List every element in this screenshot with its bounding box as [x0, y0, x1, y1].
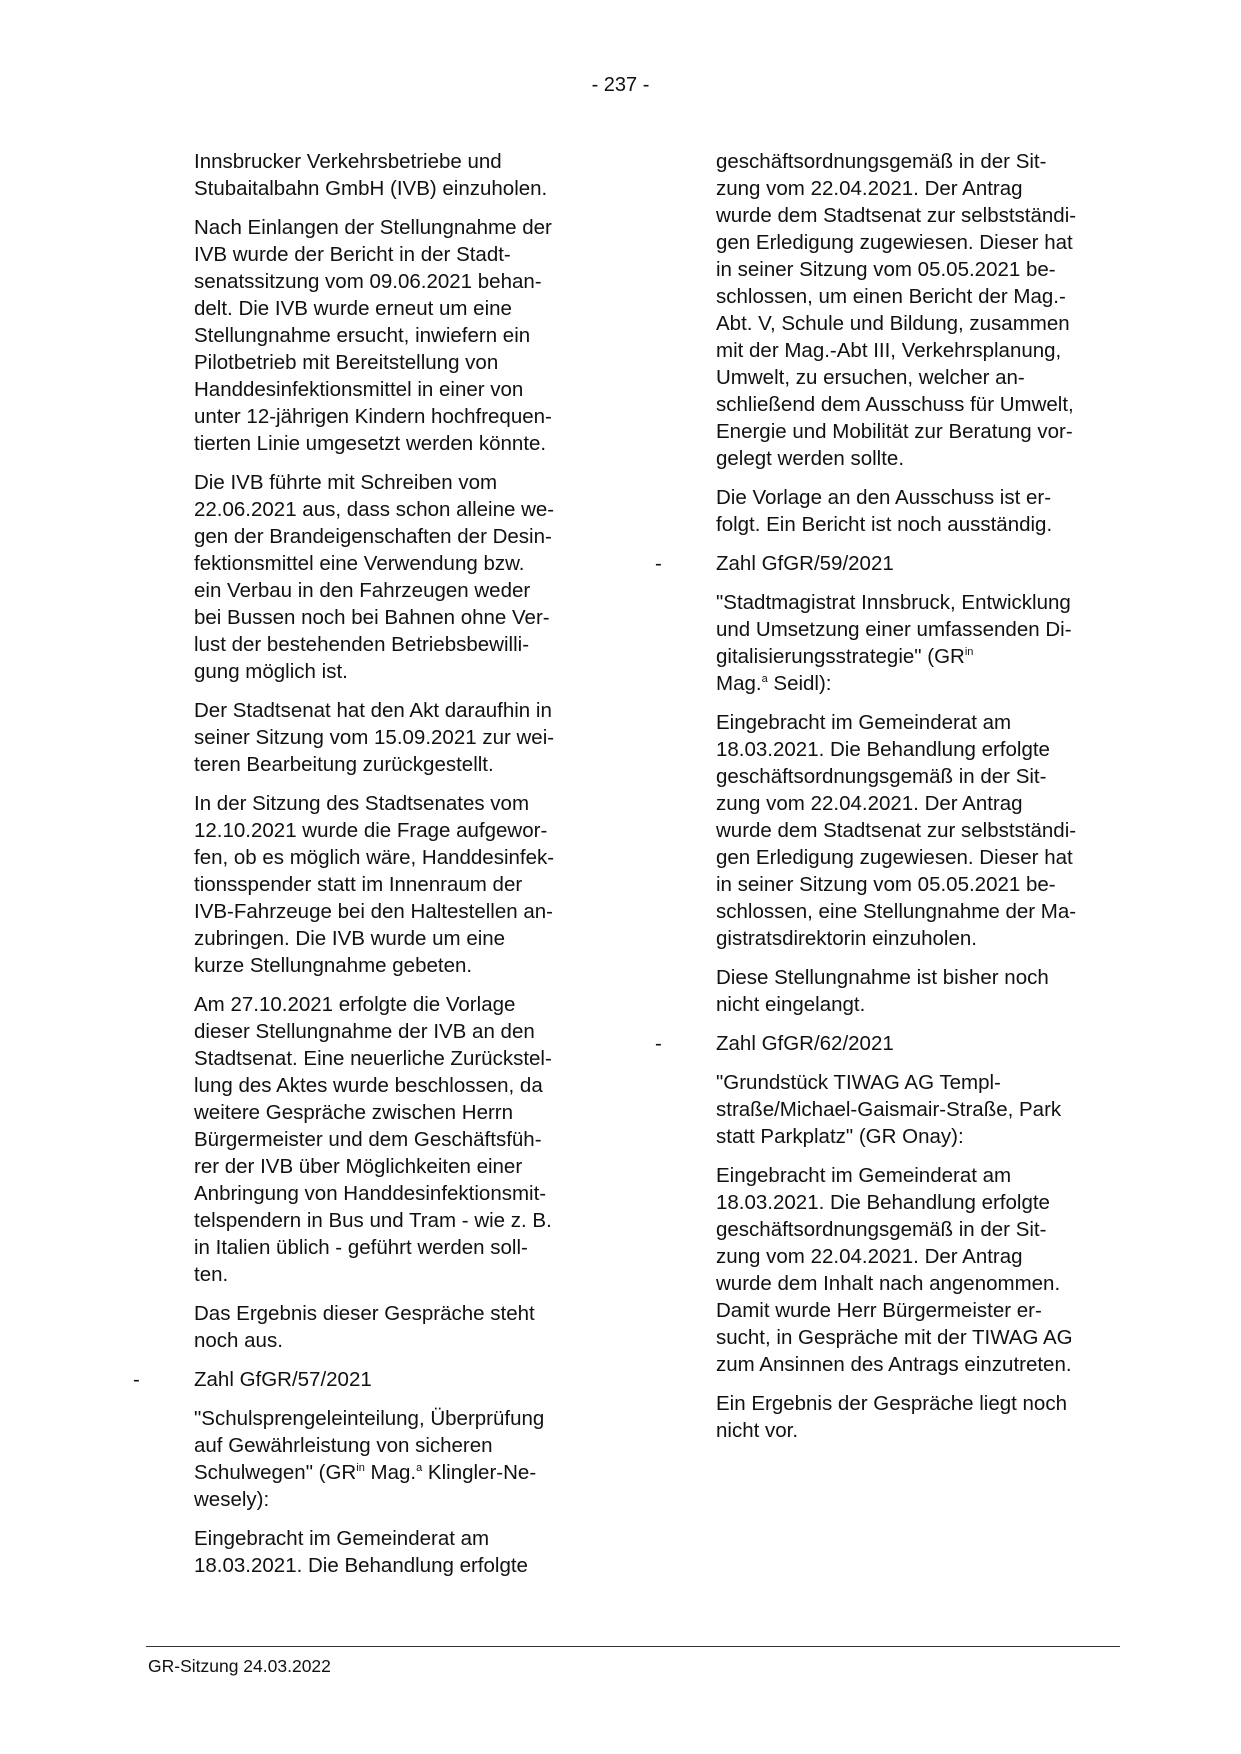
motion-title-text: Mag. — [716, 672, 762, 695]
superscript: in — [964, 646, 974, 659]
agenda-item-label — [655, 550, 1136, 577]
motion-title-text: "Stadtmagistrat Innsbruck, Entwicklung und Umsetzung einer umfassenden Di- gitalisierungsstrategie" (GR — [716, 591, 1072, 668]
motion-title — [716, 589, 1136, 697]
agenda-item-label — [133, 1366, 614, 1393]
superscript: a — [416, 1462, 423, 1475]
footer-session-date: GR-Sitzung 24.03.2022 — [148, 1656, 331, 1676]
item-number: Zahl GfGR/59/2021 — [716, 552, 894, 575]
superscript: a — [761, 673, 768, 686]
motion-title — [194, 1405, 614, 1513]
paragraph: Eingebracht im Gemeinderat am 18.03.2021. Die Behandlung erfolgte — [194, 1527, 528, 1577]
paragraph: Am 27.10.2021 erfolgte die Vorlage dieser Stellungnahme der IVB an den Stadtsenat. Eine neuerliche Zurückstel- lung des Aktes wurde beschlossen, da weitere Gespräche zwischen Herrn Bürgermeister und dem Geschäftsfüh- rer der IVB über Möglichkeiten einer Anbringung von Handdesinfektionsmit- telspendern in Bus und Tram - wie z. B. in Italien üblich - geführt werden soll- ten. — [194, 993, 552, 1286]
paragraph: Der Stadtsenat hat den Akt daraufhin in seiner Sitzung vom 15.09.2021 zur wei- teren Bearbeitung zurückgestellt. — [194, 699, 555, 776]
page-number: - 237 - — [591, 74, 650, 96]
list-dash: - — [655, 1032, 662, 1055]
paragraph: Ein Ergebnis der Gespräche liegt noch nicht vor. — [716, 1392, 1067, 1442]
right-column — [655, 148, 1136, 1456]
paragraph: Nach Einlangen der Stellungnahme der IVB wurde der Bericht in der Stadt- senatssitzung vom 09.06.2021 behan- delt. Die IVB wurde erneut um eine Stellungnahme ersucht, inwiefern ein Pilotbetrieb mit Bereitstellung von Handdesinfektionsmittel in einer von unter 12-jährigen Kindern hochfrequen- tierten Linie umgesetzt werden könnte. — [194, 216, 552, 455]
motion-title-text: Mag. — [364, 1461, 417, 1484]
item-number: Zahl GfGR/62/2021 — [716, 1032, 894, 1055]
agenda-item-label — [655, 1030, 1136, 1057]
paragraph: geschäftsordnungsgemäß in der Sit- zung vom 22.04.2021. Der Antrag wurde dem Stadtsenat zur selbstständi- gen Erledigung zugewiesen. Dieser hat in seiner Sitzung vom 05.05.2021 be- schlossen, um einen Bericht der Mag.- Abt. V, Schule und Bildung, zusammen mit der Mag.-Abt III, Verkehrsplanung, Umwelt, zu ersuchen, welcher an- schließend dem Ausschuss für Umwelt, Energie und Mobilität zur Beratung vor- gelegt werden sollte. — [716, 150, 1077, 470]
paragraph: In der Sitzung des Stadtsenates vom 12.10.2021 wurde die Frage aufgewor- fen, ob es möglich wäre, Handdesinfek- tionsspender statt im Innenraum der IVB-Fahrzeuge bei den Haltestellen an- zubringen. Die IVB wurde um eine kurze Stellungnahme gebeten. — [194, 792, 555, 977]
motion-title-text: "Schulsprengeleinteilung, Überprüfung auf Gewährleistung von sicheren Schulwegen" (GR — [194, 1407, 545, 1484]
paragraph: Das Ergebnis dieser Gespräche steht noch aus. — [194, 1302, 535, 1352]
paragraph: Eingebracht im Gemeinderat am 18.03.2021. Die Behandlung erfolgte geschäftsordnungsgemäß in der Sit- zung vom 22.04.2021. Der Antrag wurde dem Stadtsenat zur selbstständi- gen Erledigung zugewiesen. Dieser hat in seiner Sitzung vom 05.05.2021 be- schlossen, eine Stellungnahme der Ma- gistratsdirektorin einzuholen. — [716, 711, 1077, 950]
paragraph: Diese Stellungnahme ist bisher noch nicht eingelangt. — [716, 966, 1049, 1016]
paragraph: Eingebracht im Gemeinderat am 18.03.2021. Die Behandlung erfolgte geschäftsordnungsgemäß in der Sit- zung vom 22.04.2021. Der Antrag wurde dem Inhalt nach angenommen. Damit wurde Herr Bürgermeister er- sucht, in Gespräche mit der TIWAG AG zum Ansinnen des Antrags einzutreten. — [716, 1164, 1073, 1376]
motion-title-text: Klingler-Ne- wesely): — [194, 1461, 537, 1511]
paragraph: Die Vorlage an den Ausschuss ist er- folgt. Ein Bericht ist noch ausständig. — [716, 486, 1053, 536]
motion-title: "Grundstück TIWAG AG Templ- straße/Michael-Gaismair-Straße, Park statt Parkplatz" (GR Onay): — [716, 1071, 1062, 1148]
list-dash: - — [655, 552, 662, 575]
item-number: Zahl GfGR/57/2021 — [194, 1368, 372, 1391]
motion-title-text: Seidl): — [767, 672, 832, 695]
paragraph: Innsbrucker Verkehrsbetriebe und Stubaitalbahn GmbH (IVB) einzuholen. — [194, 150, 548, 200]
list-dash: - — [133, 1368, 140, 1391]
superscript: in — [356, 1462, 365, 1475]
paragraph: Die IVB führte mit Schreiben vom 22.06.2021 aus, dass schon alleine we- gen der Brandeigenschaften der Desin- fektionsmittel eine Verwendung bzw. ein Verbau in den Fahrzeugen weder bei Bussen noch bei Bahnen ohne Ver- lust der bestehenden Betriebsbewilli- gung möglich ist. — [194, 471, 555, 683]
footer-divider — [146, 1646, 1120, 1647]
left-column — [133, 148, 614, 1591]
